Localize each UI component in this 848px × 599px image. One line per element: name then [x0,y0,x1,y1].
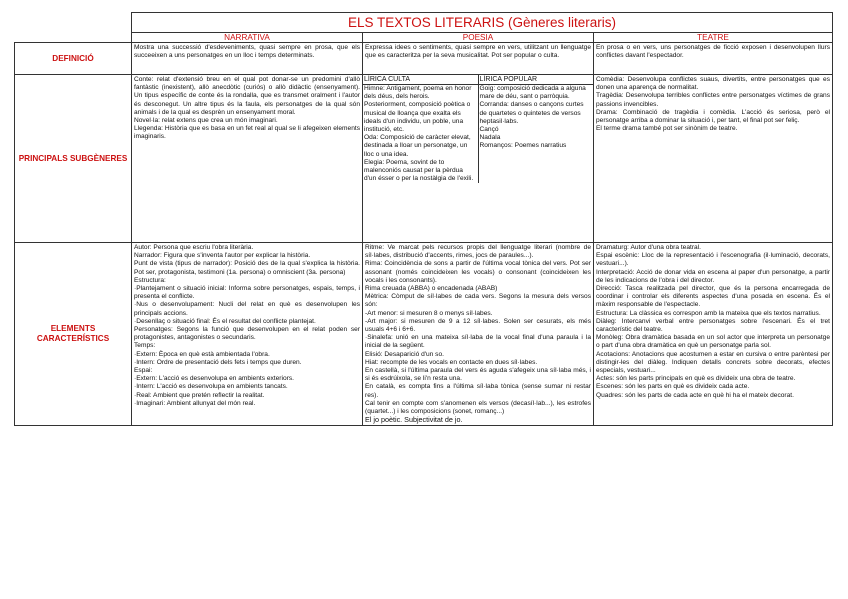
element-item: Rima creuada (ABBA) o encadenada (ABAB) [365,285,498,293]
element-item: ·Intern: L'acció es desenvolupa en ambients tancats. [134,383,288,391]
lirica-popular-item: Corranda: danses o cançons curtes de quartetes o quintetes de versos heptasil·labs. [479,101,584,125]
element-item: Punt de vista (tipus de narrador): Posició des de la qual s'explica la història. Pot ser, protagonista, testimoni (1a. persona) o omniscient (3a. persona) [134,260,360,276]
page-title: ELS TEXTOS LITERARIS (Gèneres literaris) [132,13,833,33]
row-label-elements: ELEMENTS CARACTERÍSTICS [15,243,132,426]
lirica-popular-item: Goig: composició dedicada a alguna mare de déu, sant o parròquia. [479,85,586,101]
element-item: Rima: Coincidència de sons a partir de l'última vocal tònica del vers. Pot ser assonant (només coincideixen les vocals) o consonant (coincideixen les vocals i les consonants). [365,260,591,284]
elements-poesia [363,243,594,426]
element-item: Actes: són les parts principals en què es divideix una obra de teatre. [596,375,796,383]
poesia-subtable [363,75,593,183]
row-subgeneres [15,75,833,243]
subgenre-item: El terme drama també pot ser sinònim de teatre. [596,125,738,133]
column-header-narrativa: NARRATIVA [132,33,363,43]
element-item: Narrador: Figura que s'inventa l'autor per explicar la història. [134,252,311,260]
element-item: Diàleg: Intercanvi verbal entre personatges sobre l'escenari. És el tret característic del teatre. [596,317,830,334]
lirica-culta-list [363,85,478,184]
subgenre-item: Conte: relat d'extensió breu en el qual pot donar-se un predomini d'allò fantàstic (inexistent), allò anecdòtic (curiós) o allò didàctic (ensenyament). Un tipus específic de conte és la rondalla, que es transmet oralment i l'autor és desconegut. Un altre tipus és la faula, els personatges de la qual són animals i de la qual es desprèn un ensenyament moral. [134,76,360,116]
title-row [15,13,833,33]
subgenre-item: Drama: Combinació de tragèdia i comèdia. L'acció és seriosa, però el personatge arriba a dominar la situació i, per tant, el final pot ser feliç. [596,108,830,125]
lirica-culta-item: Posteriorment, composició poètica o musical de lloança que exalta els ideals d'un individu, un poble, una institució, etc. [364,101,471,134]
element-item: Autor: Persona que escriu l'obra literària. [134,244,254,251]
element-item: ·Extern: Època en què està ambientada l'obra. [134,350,270,358]
definicio-teatre: En prosa o en vers, uns personatges de ficció exposen i desenvolupen llurs conflictes davant l'espectador. [594,43,833,75]
element-item: -Art major: si mesuren de 9 a 12 síl·labes. Solen ser cesurats, els més usuals 4+6 i 6+6. [365,317,591,334]
element-item: ·Plantejament o situació inicial: Informa sobre personatges, espais, temps, i presenta el conflicte. [134,285,360,301]
column-header-teatre: TEATRE [594,33,833,43]
subgenre-item: Tragèdia: Desenvolupa terribles conflictes entre personatges víctimes de grans passions invencibles. [596,92,830,108]
element-item: En castellà, si l'última paraula del vers és aguda s'afegeix una síl·laba més, i si és esdrúixola, se li'n resta una. [365,367,591,383]
definicio-poesia: Expressa idees o sentiments, quasi sempre en vers, utilitzant un llenguatge que es caracteritza per la seva musicalitat. Pot ser popular o culta. [363,43,594,75]
element-item: Dramaturg: Autor d'una obra teatral. [596,244,701,251]
element-item: -Art menor: si mesuren 8 o menys síl·labes. [365,309,493,317]
elements-narrativa [132,243,363,426]
element-item: Hiat: recompte de les vocals en contacte en dues síl·labes. [365,358,538,366]
header-corner [15,33,132,43]
row-definicio [15,43,833,75]
lirica-popular-list [478,85,593,184]
column-header-poesia: POESIA [363,33,594,43]
lirica-popular-item: Romanços: Poemes narratius [479,142,567,150]
element-item: Estructura: La clàssica es correspon amb la mateixa que els textos narratius. [596,309,821,317]
elements-teatre [594,243,833,426]
element-item: Ritme: Ve marcat pels recursos propis del llenguatge literari (nombre de síl·labes, distribució d'accents, rimes, jocs de paraules...). [365,244,591,260]
lirica-popular-item: Cançó [479,126,499,134]
subgenre-item: Llegenda: Història que es basa en un fet real al qual se li afegeixen elements imaginaris. [134,125,360,141]
element-item: Personatges: Segons la funció que desenvolupen en el relat poden ser protagonistes, antagonistes o secundaris. [134,326,360,342]
element-item: En català, es compta fins a l'última síl·laba tònica (sense sumar ni restar res). [365,383,591,399]
element-item: ·Sinalefa: unió en una mateixa síl·laba de la vocal final d'una paraula i la inicial de la següent. [365,334,591,350]
element-item: Elisió: Desaparició d'un so. [365,350,444,358]
element-item: Direcció: Tasca realitzada pel director, que és la persona encarregada de coordinar i controlar els diferents aspectes d'una posada en escena. És el màxim responsable de l'espectacle. [596,285,830,309]
subgenre-item: Comèdia: Desenvolupa conflictes suaus, divertits, entre personatges que es donen una aparença de normalitat. [596,76,830,92]
lirica-culta-item: Oda: Composició de caràcter elevat, destinada a lloar un personatge, un lloc o una idea. [364,134,471,158]
element-item: ·Real: Ambient que pretén reflectir la realitat. [134,391,265,399]
row-label-subgeneres: PRINCIPALS SUBGÈNERES [15,75,132,243]
row-label-definicio: DEFINICIÓ [15,43,132,75]
element-item: ·Imaginari: Ambient allunyat del món real. [134,399,256,407]
row-elements [15,243,833,426]
lirica-popular-header: LÍRICA POPULAR [478,75,593,85]
element-item: Espai: [134,367,153,375]
definicio-narrativa: Mostra una successió d'esdeveniments, quasi sempre en prosa, que els succeeixen a uns personatges en un lloc i temps determinats. [132,43,363,75]
element-item: Monòleg: Obra dramàtica basada en un sol actor que interpreta un personatge o part d'una obra dramàtica en què un personatge parla sol. [596,334,830,350]
element-item: Temps: [134,342,156,350]
element-item: Mètrica: Còmput de síl·labes de cada vers. Segons la mesura dels versos són: [365,293,591,309]
title-corner [15,13,132,33]
subgeneres-poesia [363,75,594,243]
element-item: ·Extern: L'acció es desenvolupa en ambients exteriors. [134,375,294,383]
subgeneres-narrativa [132,75,363,243]
element-item: Interpretació: Acció de donar vida en escena al paper d'un personatge, a partir de les indicacions de l'obra i del director. [596,268,830,284]
element-item: ·Desenllaç o situació final: És el resultat del conflicte plantejat. [134,317,316,325]
subgenre-item: Novel·la: relat extens que crea un món imaginari. [134,117,278,125]
lirica-culta-item: Elegia: Poema, sovint de to malenconiós causat per la pèrdua d'un ésser o per la nostàlgia de l'exili. [364,158,474,183]
lirica-popular-item: Nadala [479,134,501,142]
element-item: Escenes: són les parts en què es divideix cada acte. [596,383,750,391]
element-item: ·Intern: Ordre de presentació dels fets i temps que duren. [134,358,302,366]
element-item: ·Nus o desenvolupament: Nucli del relat en què es desenvolupen les principals accions. [134,301,360,317]
element-item: Cal tenir en compte com s'anomenen els versos (decasíl·lab...), les estrofes (quartet...) i les composicions (sonet, romanç...) [365,399,591,416]
element-item: Acotacions: Anotacions que acostumen a estar en cursiva o entre parèntesi per distingir-les del diàleg. Indiquen detalls concrets sobre decorats, efectes especials, vestuari... [596,350,830,375]
lirica-culta-item: Himne: Antigament, poema en honor dels déus, dels herois. [364,85,472,101]
column-header-row [15,33,833,43]
lirica-culta-header: LÍRICA CULTA [363,75,478,85]
element-item: El jo poètic. Subjectivitat de jo. [365,415,463,425]
literary-genres-table [14,12,833,426]
element-item: Espai escènic: Lloc de la representació i l'escenografia (il·luminació, decorats, vestuari...). [596,252,830,268]
subgeneres-teatre [594,75,833,243]
element-item: Estructura: [134,276,166,284]
element-item: Quadres: són les parts de cada acte en què hi ha el mateix decorat. [596,391,794,399]
